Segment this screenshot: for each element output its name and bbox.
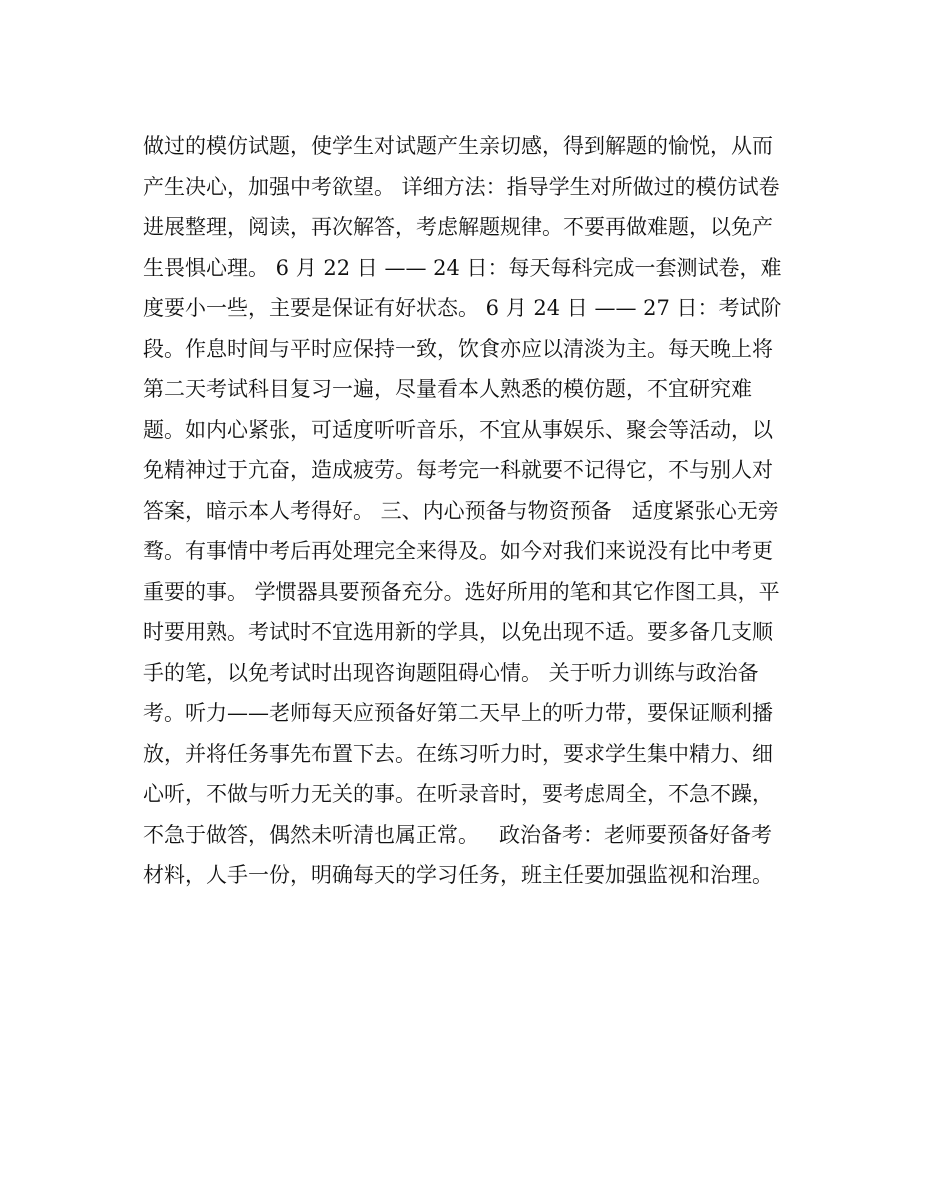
- text-line: 免精神过于亢奋，造成疲劳。每考完一科就要不记得它，不与别人对: [143, 458, 773, 482]
- text-line: 题。如内心紧张，可适度听听音乐，不宜从事娱乐、聚会等活动，以: [143, 417, 773, 442]
- text-line: 产生决心，加强中考欲望。 详细方法：指导学生对所做过的模仿试卷: [143, 174, 780, 199]
- text-line: 考。听力——老师每天应预备好第二天早上的听力带，要保证顺利播: [143, 701, 773, 725]
- text-line: 时要用熟。考试时不宜选用新的学具，以免出现不适。要多备几支顺: [143, 620, 773, 644]
- text-line: 做过的模仿试题，使学生对试题产生亲切感，得到解题的愉悦，从而: [143, 134, 773, 158]
- text-line: 重要的事。 学惯器具要预备充分。选好所用的笔和其它作图工具，平: [143, 579, 780, 604]
- text-line: 段。作息时间与平时应保持一致，饮食亦应以清淡为主。每天晚上将: [143, 336, 773, 361]
- text-line: 生畏惧心理。 6 月 22 日 —— 24 日：每天每科完成一套测试卷，难: [143, 255, 782, 280]
- text-line: 手的笔，以免考试时出现咨询题阻碍心情。 关于听力训练与政治备: [143, 660, 759, 685]
- text-line: 度要小一些，主要是保证有好状态。 6 月 24 日 —— 27 日：考试阶: [143, 296, 782, 320]
- text-line: 答案，暗示本人考得好。 三、内心预备与物资预备 适度紧张心无旁: [143, 498, 779, 523]
- text-line: 进展整理，阅读，再次解答，考虑解题规律。不要再做难题，以免产: [143, 215, 773, 239]
- text-line: 放，并将任务事先布置下去。在练习听力时，要求学生集中精力、细: [143, 741, 773, 766]
- text-line: 骛。有事情中考后再处理完全来得及。如今对我们来说没有比中考更: [143, 539, 773, 563]
- text-line: 材料，人手一份，明确每天的学习任务，班主任要加强监视和治理。: [143, 863, 773, 887]
- text-line: 心听，不做与听力无关的事。在听录音时，要考虑周全，不急不躁，: [143, 782, 773, 806]
- text-line: 不急于做答，偶然未听清也属正常。 政治备考：老师要预备好备考: [143, 822, 773, 847]
- body-text: [143, 126, 823, 896]
- text-line: 第二天考试科目复习一遍，尽量看本人熟悉的模仿题，不宜研究难: [143, 377, 752, 401]
